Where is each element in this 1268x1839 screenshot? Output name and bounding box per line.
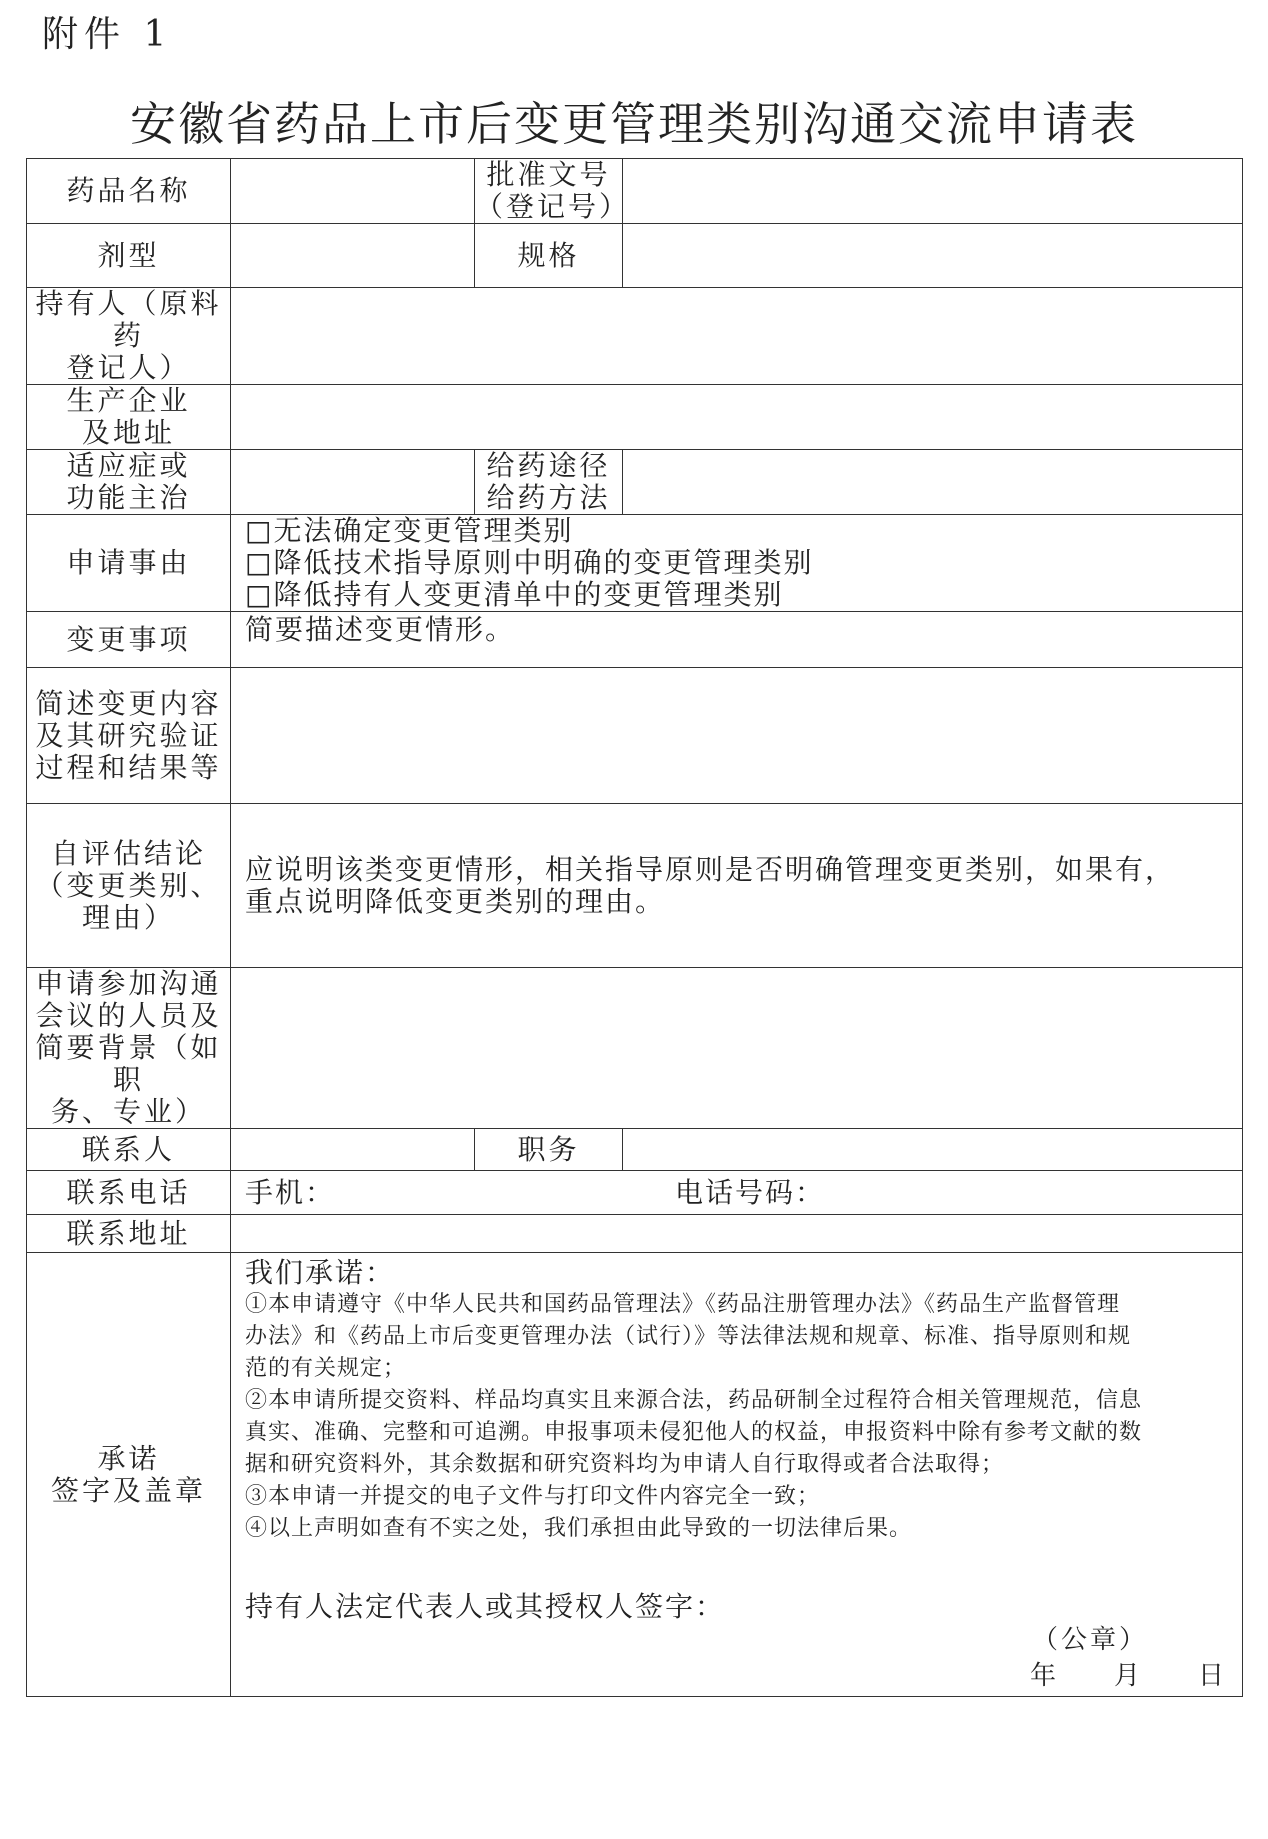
promise-label-line2: 签字及盖章 [50, 1473, 206, 1507]
summary-label [27, 668, 231, 804]
promise-item-1-line2: 办法》和《药品上市后变更管理办法（试行）》等法律法规和规章、标准、指导原则和规 [245, 1324, 1132, 1349]
promise-item-2-line2: 真实、准确、完整和可追溯。申报事项未侵犯他人的权益，申报资料中除有参考文献的数 [245, 1420, 1143, 1445]
manufacturer-label [27, 385, 231, 450]
participants-field[interactable] [231, 968, 1243, 1129]
position-field[interactable] [623, 1129, 1243, 1171]
promise-item-4: ④以上声明如查有不实之处，我们承担由此导致的一切法律后果。 [245, 1516, 913, 1541]
self-assessment-label-line2: （变更类别、 [35, 868, 222, 902]
position-label: 职务 [475, 1129, 623, 1171]
row-address [27, 1215, 1243, 1253]
indication-label [27, 450, 231, 515]
phone-field[interactable] [231, 1171, 1243, 1215]
promise-heading: 我们承诺： [245, 1256, 396, 1289]
address-label: 联系地址 [27, 1215, 231, 1253]
row-drug-name [27, 159, 1243, 224]
approval-number-label-line2: （登记号） [475, 190, 631, 223]
contact-field[interactable] [231, 1129, 475, 1171]
route-field[interactable] [623, 450, 1243, 515]
attachment-label: 附件 1 [42, 14, 173, 55]
self-assessment-label-line3: 理由） [81, 900, 175, 934]
participants-label-line1: 申请参加沟通 [35, 967, 222, 1000]
approval-number-label [475, 158, 631, 224]
promise-label [27, 1253, 231, 1697]
change-item-field[interactable] [231, 612, 1243, 668]
date-year: 年 [1029, 1661, 1056, 1691]
promise-item-1-line3: 范的有关规定； [245, 1356, 407, 1381]
official-seal-label: （公章） [1031, 1625, 1148, 1655]
row-change-item [27, 612, 1243, 668]
reason-options [231, 515, 1243, 612]
promise-item-1-line1: ①本申请遵守《中华人民共和国药品管理法》《药品注册管理办法》《药品生产监督管理 [245, 1292, 1121, 1317]
self-assessment-label [27, 804, 231, 968]
row-self-assessment [27, 804, 1243, 968]
promise-content [231, 1253, 1243, 1697]
form-title: 安徽省药品上市后变更管理类别沟通交流申请表 [130, 97, 1138, 151]
row-manufacturer [27, 385, 1243, 450]
participants-label-line2: 会议的人员及 [35, 999, 222, 1032]
promise-item-2-line1: ②本申请所提交资料、样品均真实且来源合法，药品研制全过程符合相关管理规范，信息 [245, 1388, 1143, 1413]
promise-item-3: ③本申请一并提交的电子文件与打印文件内容完全一致； [245, 1484, 821, 1509]
contact-label: 联系人 [27, 1129, 231, 1171]
holder-label-line2: 登记人） [66, 351, 191, 384]
row-contact [27, 1129, 1243, 1171]
date-line[interactable] [1030, 1660, 1224, 1692]
dosage-form-field[interactable] [231, 224, 475, 288]
manufacturer-field[interactable] [231, 385, 1243, 450]
address-field[interactable] [231, 1215, 1243, 1253]
route-label-line1: 给药途径 [486, 449, 611, 482]
specification-field[interactable] [623, 224, 1243, 288]
self-assessment-hint-line2: 重点说明降低变更类别的理由。 [245, 884, 666, 918]
self-assessment-hint-line1: 应说明该类变更情形，相关指导原则是否明确管理变更类别，如果有， [245, 852, 1176, 886]
self-assessment-label-line1: 自评估结论 [50, 836, 206, 870]
reason-option-checkbox[interactable]: □降低持有人变更清单中的变更管理类别 [245, 578, 784, 611]
summary-field[interactable] [231, 668, 1243, 804]
participants-label-line4: 务、专业） [50, 1095, 206, 1128]
holder-label-line1: 持有人（原料药 [35, 287, 222, 352]
participants-label [27, 968, 231, 1129]
phone-label: 联系电话 [27, 1171, 231, 1215]
change-item-hint: 简要描述变更情形。 [245, 613, 516, 646]
route-label-line2: 给药方法 [486, 481, 611, 514]
row-indication [27, 450, 1243, 515]
summary-label-line3: 过程和结果等 [35, 750, 222, 784]
drug-name-field[interactable] [231, 159, 475, 224]
summary-label-line2: 及其研究验证 [35, 718, 222, 752]
reason-label: 申请事由 [27, 515, 231, 612]
self-assessment-field[interactable] [231, 804, 1243, 968]
reason-option-checkbox[interactable]: □无法确定变更管理类别 [245, 514, 574, 547]
indication-label-line2: 功能主治 [66, 481, 191, 514]
row-phone [27, 1171, 1243, 1215]
participants-label-line3: 简要背景（如职 [35, 1031, 222, 1096]
specification-label: 规格 [475, 224, 623, 288]
row-participants [27, 968, 1243, 1129]
manufacturer-label-line2: 及地址 [81, 416, 175, 449]
promise-item-2-line3: 据和研究资料外，其余数据和研究资料均为申请人自行取得或者合法取得； [245, 1452, 1005, 1477]
row-promise [27, 1253, 1243, 1697]
indication-label-line1: 适应症或 [66, 449, 191, 482]
mobile-label: 手机： [245, 1175, 336, 1209]
row-dosage-form [27, 224, 1243, 288]
date-month: 月 [1113, 1661, 1140, 1691]
change-item-label: 变更事项 [27, 612, 231, 668]
approval-number-field[interactable] [623, 159, 1243, 224]
route-label [475, 450, 623, 515]
row-reason [27, 515, 1243, 612]
row-holder [27, 288, 1243, 385]
telephone-label: 电话号码： [675, 1175, 826, 1209]
holder-label [27, 288, 231, 385]
reason-option-checkbox[interactable]: □降低技术指导原则中明确的变更管理类别 [245, 546, 814, 579]
manufacturer-label-line1: 生产企业 [66, 384, 191, 417]
application-form-table [26, 158, 1243, 1697]
row-summary [27, 668, 1243, 804]
date-day: 日 [1197, 1661, 1224, 1691]
drug-name-label: 药品名称 [27, 159, 231, 224]
promise-label-line1: 承诺 [97, 1441, 160, 1475]
indication-field[interactable] [231, 450, 475, 515]
signature-label[interactable]: 持有人法定代表人或其授权人签字： [245, 1590, 726, 1623]
holder-field[interactable] [231, 288, 1243, 385]
dosage-form-label: 剂型 [27, 224, 231, 288]
approval-number-label-line1: 批准文号 [486, 158, 611, 191]
summary-label-line1: 简述变更内容 [35, 686, 222, 720]
